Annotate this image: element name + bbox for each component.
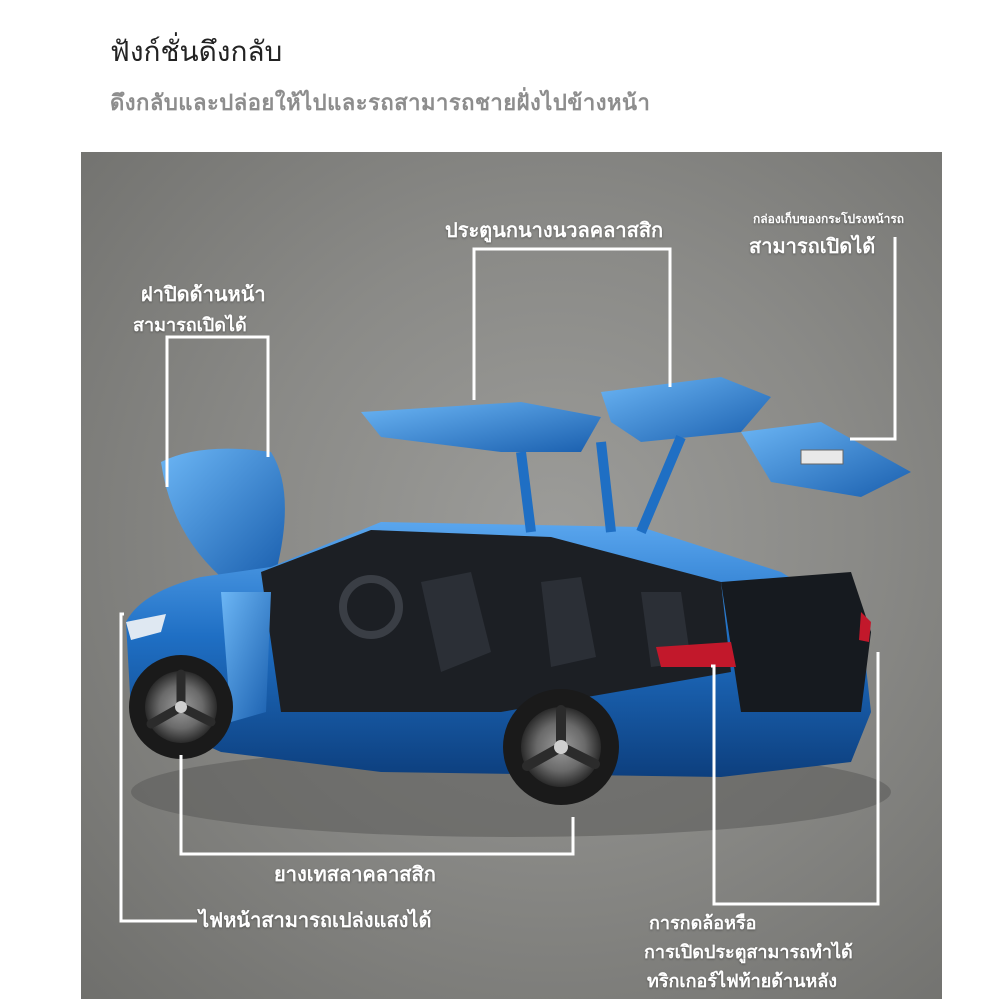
tail-light-right (859, 612, 871, 642)
open-hood (161, 449, 285, 579)
callout-headlights: ไฟหน้าสามารถเปล่งแสงได้ (199, 908, 432, 932)
callout-front-hood-line2: สามารถเปิดได้ (133, 315, 247, 336)
front-wheel (129, 655, 233, 759)
callout-front-trunk-line2: สามารถเปิดได้ (749, 234, 876, 258)
page-subtitle: ดึงกลับและปล่อยให้ไปและรถสามารถชายฝั่งไปข้างหน้า (110, 91, 651, 116)
callout-rear-lights-line2: การเปิดประตูสามารถทำได้ (644, 942, 853, 963)
callout-rear-lights-line1: การกดล้อหรือ (649, 913, 757, 934)
gull-wing-door-left (361, 402, 601, 452)
product-photo (81, 152, 942, 999)
callout-line-front-trunk (850, 237, 895, 439)
callout-tires: ยางเทสลาคลาสสิก (274, 862, 436, 886)
rear-wheel (503, 689, 619, 805)
rear-tailgate (721, 572, 871, 712)
callout-line-gull-wing (474, 249, 670, 400)
callout-gull-wing-doors: ประตูนกนางนวลคลาสสิก (445, 218, 664, 242)
license-plate (801, 450, 843, 464)
page-title: ฟังก์ชั่นดึงกลับ (110, 35, 283, 68)
callout-front-hood-line1: ฝาปิดด้านหน้า (141, 282, 266, 306)
callout-front-trunk-line1: กล่องเก็บของกระโปรงหน้ารถ (753, 212, 905, 226)
callout-rear-lights-line3: ทริกเกอร์ไฟท้ายด้านหลัง (647, 971, 838, 992)
